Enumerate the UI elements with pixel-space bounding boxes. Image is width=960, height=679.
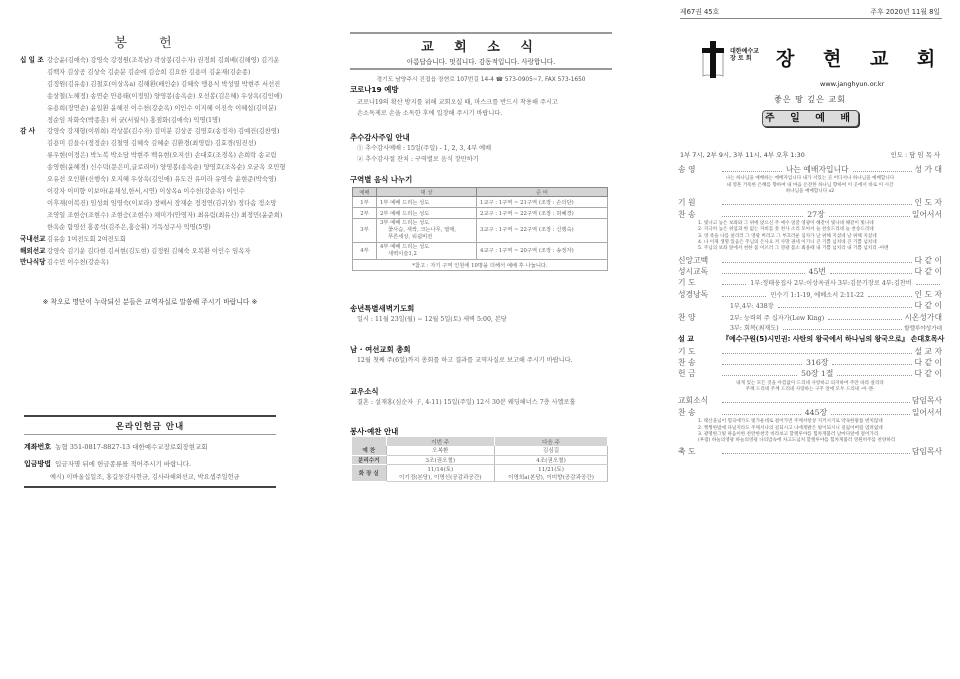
table-row — [353, 208, 608, 219]
cell-this-week — [386, 446, 495, 455]
divider — [350, 68, 612, 70]
order-item-responsible: 담임목사 — [911, 447, 942, 457]
order-item-content: 1부:정태웅집사 2부:이상옥권사 3부:김문기장로 4부:김찬비 — [750, 280, 912, 288]
cell-service: 2부 — [353, 208, 377, 219]
table-row — [352, 464, 608, 481]
order-item-label: 기 도 — [678, 278, 696, 288]
offering-names-line: 강영숙 김기운 김다현 김서현(김도현) 김정원 김혜숙 오복환 이인수 임옥자 — [47, 247, 251, 255]
order-item-label: 기 도 — [678, 346, 696, 356]
lyric-line: 2. 찡찡한밤에 다닐지라도 주께서나의 길되시고 나에게밝은 빛이되시니 길잃어버릴 염려없네 — [698, 425, 883, 431]
offering-group-label: 십 일 조 — [20, 56, 44, 64]
offering-group — [20, 126, 290, 233]
news-subtitle: 아름답습니다. 멋집니다. 감동적입니다. 사랑합니다. — [406, 58, 556, 66]
order-item — [678, 407, 942, 418]
offering-group-names — [47, 126, 290, 233]
offering-title: 봉 헌 — [114, 36, 186, 51]
dotted-leader — [722, 273, 805, 274]
hymn-lyrics — [678, 176, 942, 195]
order-item-label: 교회소식 — [678, 396, 709, 406]
worship-order-page — [660, 0, 960, 679]
dotted-leader — [853, 171, 913, 172]
dotted-leader — [722, 262, 912, 263]
dotted-leader — [722, 375, 797, 376]
dotted-leader — [722, 284, 746, 285]
order-item-label: 찬 송 — [678, 407, 696, 417]
order-item-responsible: 시온성가대 — [904, 312, 942, 322]
issue-number: 제67권 45호 — [680, 8, 720, 16]
cell-target — [377, 197, 477, 208]
offering-names-line: 이후재(이복진) 임성희 임영숙(이보라) 장배서 장재순 정정연(김귀상) 정다솜 정소망 — [47, 199, 277, 207]
cell-next-week — [495, 455, 608, 464]
order-item-content: 민수기 1:1-19, 에베소서 2:11-22 — [770, 291, 864, 299]
dotted-leader — [830, 273, 913, 274]
order-item-responsible: 할렐루야성가대 — [904, 325, 942, 332]
offering-names-line: 김백자 김상공 김상숙 김순분 김순애 김승희 김요한 김용미 김윤재(김순종) — [47, 68, 251, 76]
cell-prep: 3교구 : 1구역 ~ 22구역 (조장 : 신행숙) — [477, 219, 608, 243]
offering-names-line: 김유송 1여전도회 2여전도회 — [47, 235, 126, 243]
col-header: 이번 주 — [386, 437, 495, 446]
cell-target — [377, 219, 477, 243]
order-item — [678, 323, 942, 334]
news-title: 교 회 소 식 — [421, 40, 541, 55]
dotted-leader — [722, 453, 910, 454]
order-item — [678, 368, 942, 379]
order-item-content: 316장 — [806, 358, 829, 368]
order-item — [678, 255, 942, 266]
col-header: 준 비 — [477, 188, 608, 197]
order-item-responsible: 다 같 이 — [914, 266, 943, 276]
section-body-mission-assembly: 12월 첫째 주(6일)까지 총회를 하고 결과를 교역자실로 보고해 주시기 바랍니다. — [357, 357, 573, 364]
church-motto: 좋은 땅 깊은 교회 — [774, 95, 846, 104]
dotted-leader — [722, 296, 766, 297]
divider — [24, 486, 276, 488]
order-item-label: 신앙고백 — [678, 255, 709, 265]
order-item — [678, 164, 942, 175]
offering-names-line: 정순임 차화숙(박종훈) 허 균(서월식) 홍점화(김애숙) 익명(1명) — [47, 116, 221, 124]
omission-note: ※ 착오로 명단이 누락되신 분들은 교역자실로 말씀해 주시기 바랍니다 ※ — [42, 298, 258, 306]
online-offering-box — [24, 415, 276, 488]
lyric-line: 2. 지극히 높은 위엄과 한 없는 자비를 뭇 천사 소리 모아서 늘 찬송드리네 늘 찬송드리네 — [698, 227, 874, 233]
dotted-leader — [722, 364, 802, 365]
dotted-leader — [722, 414, 801, 415]
lyric-line: 4. 나 이제 생명 있음은 주님의 은사요 저 사망 권세 이기니 큰 기쁨 넘치네 큰 기쁨 넘치네 — [698, 239, 877, 245]
order-item-label: 헌 금 — [678, 369, 696, 379]
lyric-line: 3. 광명한그빛 따음이한 찬란한천국 바라보고 할렐루야를 힘차게불러 날마다앞에 걸어가리 — [698, 431, 879, 437]
cell-line: 11/21(토) — [538, 466, 564, 473]
order-item-responsible: 성 가 대 — [914, 165, 943, 174]
order-item — [678, 395, 942, 406]
lyric-line: 3. 영 죽을 나를 살리러 그 영광 버리고 그 부끄러운 십자가 날 위해 지셨네 날 위해 지셨네 — [698, 233, 877, 239]
cell-line: 이명희a(본당), 이미향(공감과공간) — [508, 474, 594, 481]
section-title-member-news: 교우소식 — [350, 387, 379, 396]
col-header: 대 상 — [377, 188, 477, 197]
order-item-responsible: 다 같 이 — [914, 255, 942, 265]
col-header: 다음 주 — [495, 437, 608, 446]
target-line: 3부 예배 드리는 성도 — [380, 220, 430, 226]
cell-line: 4조(권오철) — [536, 457, 566, 464]
lyric-line: 내게 있는 모든 것을 아낌없이 드리네 사랑하고 의지하여 주만 따라 살리라 — [736, 380, 884, 386]
order-item-label: 설 교 — [678, 335, 694, 344]
cell-service: 3부 — [353, 219, 377, 243]
hymn-lyrics — [678, 221, 942, 252]
cell-this-week — [386, 455, 495, 464]
table-note: *참고 : 자기 구역 인원에 10명을 더해서 예배 후 나눕니다. — [353, 260, 608, 271]
order-item-responsible: 담임목사 — [911, 396, 942, 406]
order-item-content: 나는 예배자입니다 — [785, 165, 849, 174]
order-item-label: 성시교독 — [678, 266, 709, 276]
dotted-leader — [722, 353, 912, 354]
lyric-line: 나는 하나님을 예배하는 예배자입니다 내가 서있는 곳 어디서나 하나님을 예배합니다 — [725, 176, 895, 182]
order-item-responsible: 다 같 이 — [914, 358, 943, 368]
dotted-leader — [831, 414, 910, 415]
order-item — [678, 277, 942, 288]
table-note-row — [353, 260, 608, 271]
order-item-responsible: 일어서서 — [911, 209, 942, 219]
dotted-leader — [868, 296, 912, 297]
target-line: 꽃사슴, 새싹, 크는나무, 열매, — [388, 227, 457, 233]
service-times: 1부 7시, 2부 9시, 3부 11시, 4부 오후 1:30 — [680, 151, 805, 159]
service-duty-table — [352, 437, 608, 482]
dotted-leader — [722, 402, 910, 403]
offering-group — [20, 234, 290, 246]
col-header — [352, 437, 386, 446]
cell-next-week — [495, 464, 608, 481]
order-item-label: 찬 양 — [678, 312, 696, 322]
order-item-label: 찬 송 — [678, 358, 696, 368]
food-sharing-table — [352, 187, 608, 271]
order-item-content: 27장 — [807, 209, 825, 219]
service-leader: 인도 : 담 임 목 사 — [890, 151, 940, 159]
cell-line: 3조(권오철) — [425, 457, 456, 464]
table-row — [352, 455, 608, 464]
dotted-leader — [722, 204, 912, 205]
offering-names-line: 오유선 오인환(신행숙) 오지혜 우상옥(김인애) 유도건 유미라 유영숙 윤현준(박숙영) — [47, 176, 277, 184]
order-of-worship — [678, 164, 945, 458]
offering-group-names — [47, 257, 290, 269]
lyric-line: (후렴) 하늘의영광 하늘의영광 나의맘속에 차고도넘쳐 할렐루야를 힘차게불러 영원히주를 찬양하리 — [698, 438, 896, 444]
offering-group-label: 감 사 — [20, 127, 36, 136]
dotted-leader — [829, 216, 910, 217]
order-item — [678, 289, 942, 300]
denomination: 대한예수교 장 로 회 — [730, 48, 759, 62]
cell-this-week — [386, 464, 495, 481]
order-item-label: 성경낭독 — [678, 289, 709, 299]
order-item — [678, 300, 942, 311]
church-address: 경기도 남양주시 진접읍 장현로 107번길 14-4 ☎ 573-0905~7, FAX 573-1650 — [376, 77, 586, 83]
divider — [350, 32, 612, 34]
cell-line: 김심길 — [542, 448, 560, 455]
offering-group-names — [47, 234, 290, 246]
church-website: www.janghyun.or.kr — [820, 80, 885, 88]
order-item-content: 1부,4부: 438장 — [720, 301, 776, 310]
order-item-content: 3부: 회복(최재도) — [720, 323, 781, 332]
order-item — [678, 197, 942, 208]
bulletin-date: 주후 2020년 11월 8일 — [870, 8, 940, 16]
method-label: 입금방법 — [24, 460, 52, 468]
method-example: 예시) 이바울십일조, 홍길동감사헌금, 김사라해외선교, 박요셉주일헌금 — [50, 474, 240, 481]
order-item-responsible: 설 교 자 — [914, 346, 942, 356]
order-item-content: 445장 — [804, 407, 828, 417]
cell-target — [377, 208, 477, 219]
cell-line: 이기정(본당), 이명신(공감과공간) — [399, 474, 482, 481]
dotted-leader — [832, 364, 912, 365]
offering-names-line: 김정원(김유송) 김철호(이상옥a) 김해환(배인순) 김혜숙 맹용식 박성열 박현주 서선진 — [47, 80, 281, 88]
offering-names-line: 이강자 이미향 이보아(윤재성,한서,시연) 이상옥a 이수천(강순옥) 이인수 — [47, 187, 245, 195]
offering-group-label: 만나식당 — [20, 258, 46, 267]
offering-names-line: 송영현(윤혜경) 신수덕(문은미,글로리아) 양영봉(송옥순) 양영호(조옥순) 오균옥 오민형 — [47, 164, 286, 172]
offering-group-names — [47, 55, 290, 126]
lyric-line: 1. 태산을넘어 험곡에가도 빛가운데로 걸어가면 주께서항상 지키시기로 약속한말씀 변치않네 — [698, 419, 883, 425]
cell-service: 1부 — [353, 197, 377, 208]
cell-prep: 2교구 : 1구역 ~ 22구역 (조장 : 허혜경) — [477, 208, 608, 219]
divider — [680, 18, 942, 19]
cell-label: 분리수거 — [352, 455, 386, 464]
order-item — [678, 209, 942, 220]
section-title-food: 구역별 음식 나누기 — [350, 175, 413, 184]
offering-page — [0, 0, 330, 679]
dotted-leader — [722, 216, 803, 217]
cell-service: 4부 — [353, 243, 377, 260]
offering-names-line: 조영일 조현승(조현수) 조현승(조현수) 채미가(안영자) 최유림(최유신) 최정민(윤준희) — [47, 211, 283, 219]
order-item-content: 2부: 능력의 주 십자가(Lew King) — [720, 313, 826, 322]
offering-list — [20, 55, 290, 269]
cell-next-week — [495, 446, 608, 455]
col-header: 예배 — [353, 188, 377, 197]
section-title-dawn-prayer: 송년특별새벽기도회 — [350, 304, 415, 313]
target-line: 4부 예배 드리는 성도 — [380, 244, 430, 250]
cell-line: 오복환 — [432, 448, 449, 455]
offering-group — [20, 55, 290, 126]
order-item — [678, 357, 942, 368]
offering-names-line: 유용희(장연순) 윤일환 윤혜진 이수천(강순옥) 이인수 이지혜 이진숙 이혜섭(김미분) — [47, 104, 277, 112]
section-body-member-news: 결혼 : 설재홍(심순자 子, 4-11) 15일(주일) 12시 30분 웨딩해너스 7층 사엘로홀 — [357, 399, 576, 406]
table-row — [352, 446, 608, 455]
section-title-covid: 코로나19 예방 — [350, 85, 399, 94]
dotted-leader — [778, 307, 913, 308]
table-row — [353, 243, 608, 260]
offering-group-names — [47, 246, 290, 258]
offering-names-line: 김수민 이수천(강순옥) — [47, 259, 109, 267]
method-row — [24, 459, 276, 469]
lyric-line: 1. 빛나고 높은 보좌와 그 위에 앉으신 주 예수 얼굴 영광이 해같이 빛나네 해같이 빛나네 — [698, 221, 874, 227]
offering-group — [20, 257, 290, 269]
order-item-content: 45번 — [808, 266, 826, 276]
order-item-responsible: 다 같 이 — [914, 301, 942, 311]
church-name: 장 현 교 회 — [776, 48, 947, 70]
section-title-service-duty: 봉사·예찬 안내 — [350, 427, 399, 436]
target-line: 1부 예배 드리는 성도 — [380, 200, 430, 206]
lyric-line: 내 영혼 거룩한 은혜를 향하여 내 마음 온전한 하나님 향하여 이 곳에서 바로 이 시간 — [726, 182, 894, 188]
order-item — [678, 446, 942, 457]
order-item — [678, 346, 942, 357]
lyric-line: 하나님을 예배합니다 x2 — [785, 188, 835, 194]
lyric-line: 5. 주님의 보좌 앞에서 천한 몸 이르러 그 영광 몸소 뵈올때 내 기쁨 넘치리 내 기쁨 넘치리 -아멘 — [698, 246, 889, 252]
offering-names-line: 김용미 김을수(정정순) 김철영 김혜숙 김혜순 김환경(최영림) 김효경(임진선) — [47, 140, 257, 148]
order-item-responsible: 인 도 자 — [914, 289, 942, 299]
section-title-thanksgiving: 추수감사주일 안내 — [350, 133, 410, 142]
order-item-label: 송 영 — [678, 165, 696, 174]
offering-group — [20, 246, 290, 258]
section-body-thanksgiving: ① 추수감사예배 : 15일(주일) - 1, 2, 3, 4부 예배 ② 추수감사절 잔치 : 구역별로 음식 장만하기 — [357, 145, 492, 163]
sermon-title: 『예수구원(5)시민권: 사탄의 왕국에서 하나님의 왕국으로』 — [722, 335, 909, 344]
dotted-leader — [916, 284, 940, 285]
offering-group-label: 해외선교 — [20, 246, 46, 255]
order-item-responsible: 다 같 이 — [914, 369, 942, 379]
order-item-responsible: 손대호목사 — [910, 335, 945, 344]
section-body-dawn-prayer: 일시 : 11월 23일(월) ~ 12월 5일(토) 새벽 5:00, 본당 — [357, 316, 507, 323]
order-item — [678, 266, 942, 277]
order-item-responsible: 일어서서 — [911, 407, 942, 417]
cell-label: 예 찬 — [352, 446, 386, 455]
cell-prep: 4교구 : 1구역 ~ 20구역 (조장 : 송정자) — [477, 243, 608, 260]
service-title-badge: 주 일 예 배 — [762, 110, 859, 127]
offering-names-line: 강영숙 강재형(이위희) 곽상봉(김수자) 김미분 김상공 김영호(송정자) 김예진(김찬영) — [47, 128, 280, 136]
lyric-line: 주께 드리네 주께 드리네 사랑하는 구주 앞에 모두 드리네 -아 멘- — [745, 387, 875, 393]
account-value: 농협 351-0817-8827-13 대한예수교장로회장현교회 — [55, 443, 208, 451]
church-news-page — [330, 0, 660, 679]
offering-group-label: 국내선교 — [20, 234, 46, 243]
order-item — [678, 334, 945, 345]
target-line: 2부 예배 드리는 성도 — [380, 211, 430, 217]
target-line: 푸른세상, 워쉽비전 — [388, 234, 433, 240]
account-row — [24, 442, 276, 452]
table-row — [353, 197, 608, 208]
hymn-lyrics — [678, 381, 942, 394]
cross-logo-icon — [700, 40, 726, 78]
cell-target — [377, 243, 477, 260]
section-body-covid: 코로나19의 확산 방지를 위해 교회오실 때, 마스크를 반드시 착용해 주시고 손소독제로 손을 소독한 후에 입장해 주시기 바랍니다. — [357, 99, 558, 117]
offering-names-line: 류우현(이정은) 박노복 박소담 박현주 백유현(오지선) 손대호(조경옥) 손희락 송교림 — [47, 152, 277, 160]
order-item-label: 찬 송 — [678, 209, 696, 219]
order-item-content: 50장 1절 — [801, 369, 834, 379]
order-item-responsible: 인 도 자 — [914, 198, 942, 208]
dotted-leader — [722, 171, 782, 172]
hymn-lyrics — [678, 419, 942, 444]
target-line: 새벽이슬1,2 — [388, 251, 417, 257]
cell-line: 11/14(토) — [427, 466, 454, 473]
order-item-label: 축 도 — [678, 447, 696, 457]
cell-prep: 1교구 : 1구역 ~ 21구역 (조장 : 손의단) — [477, 197, 608, 208]
dotted-leader — [828, 319, 902, 320]
online-offering-title: 온라인헌금 안내 — [24, 415, 276, 435]
offering-names-line: 송상철(노혜정) 송연순 안용태(이정임) 양영봉(송옥순) 오선봉(김은혜) 우상옥(김인애) — [47, 92, 283, 100]
cell-label: 화 장 실 — [352, 464, 386, 481]
offering-names-line: 한옥순 함영선 홍종석(김주은,홍승휘) 기독성구사 익명(5명) — [47, 223, 211, 231]
order-item — [678, 312, 942, 323]
section-title-mission-assembly: 남 · 여선교회 총회 — [350, 345, 411, 354]
account-label: 계좌번호 — [24, 443, 52, 451]
order-item-label: 기 원 — [678, 198, 696, 208]
dotted-leader — [837, 375, 912, 376]
table-row — [353, 219, 608, 243]
dotted-leader — [783, 329, 902, 330]
offering-names-line: 강승윤(김애숙) 강영숙 강정원(조복남) 곽상봉(김수자) 권정희 김희배(김해영) 김기운 — [47, 57, 280, 64]
method-value: 입금자명 뒤에 헌금종류를 적어주시기 바랍니다. — [55, 460, 192, 468]
